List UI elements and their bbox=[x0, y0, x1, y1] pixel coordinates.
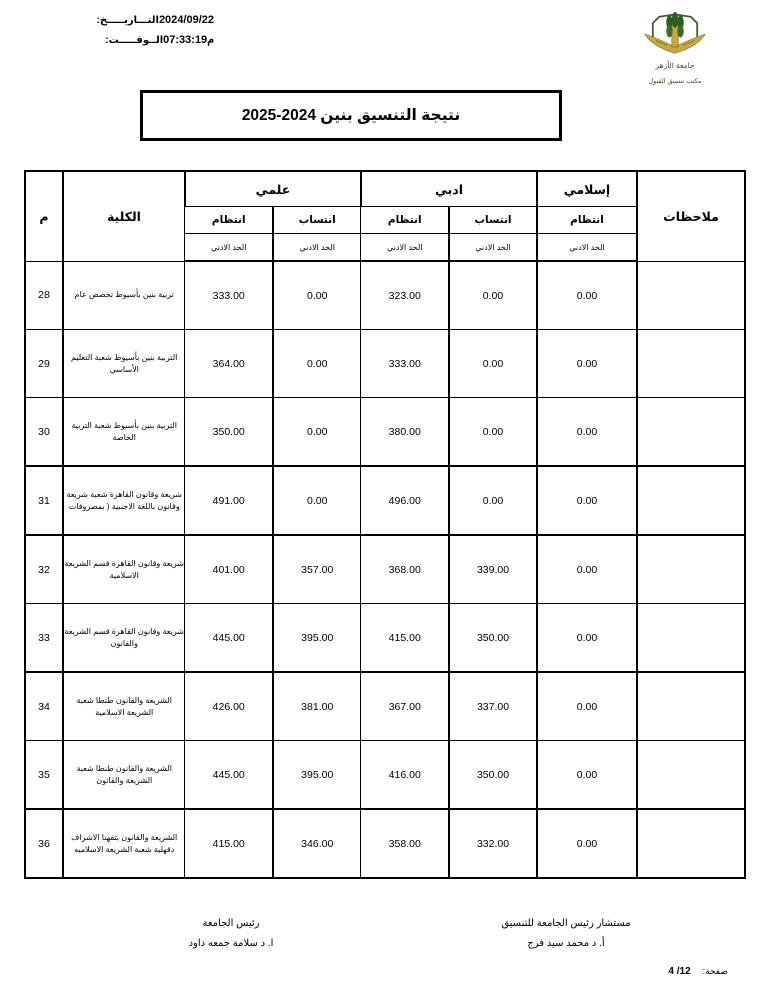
signature-advisor bbox=[416, 918, 716, 949]
cell-islamic-regular: 0.00 bbox=[537, 466, 637, 535]
university-logo-block bbox=[600, 12, 750, 85]
cell-index: 30 bbox=[25, 398, 63, 467]
cell-islamic-regular: 0.00 bbox=[537, 398, 637, 467]
header-min-scientific-regular: الحد الادني bbox=[185, 234, 273, 262]
page-value: 4 /12 bbox=[668, 966, 691, 977]
al-azhar-university-emblem-icon bbox=[635, 12, 715, 58]
page-number bbox=[668, 966, 728, 977]
document-meta bbox=[28, 14, 228, 53]
cell-scientific-regular: 445.00 bbox=[185, 741, 273, 810]
table-row bbox=[25, 398, 745, 467]
cell-scientific-affiliate: 0.00 bbox=[273, 466, 361, 535]
signature-row bbox=[26, 918, 746, 949]
header-min-scientific-affiliate: الحد الادني bbox=[273, 234, 361, 262]
cell-literary-affiliate: 0.00 bbox=[449, 398, 537, 467]
table-row bbox=[25, 261, 745, 330]
cell-islamic-regular: 0.00 bbox=[537, 604, 637, 673]
cell-literary-regular: 367.00 bbox=[361, 672, 449, 741]
logo-caption-office: مكتب تنسيق القبول bbox=[648, 78, 702, 85]
table-header-groups bbox=[25, 171, 745, 207]
header-notes: ملاحظات bbox=[637, 171, 745, 261]
cell-notes bbox=[637, 535, 745, 604]
header-literary-affiliate: انتساب bbox=[449, 207, 537, 234]
cell-scientific-affiliate: 0.00 bbox=[273, 330, 361, 398]
table-row bbox=[25, 672, 745, 741]
signature-president bbox=[106, 918, 356, 949]
cell-notes bbox=[637, 261, 745, 330]
cell-literary-affiliate: 350.00 bbox=[449, 604, 537, 673]
cell-notes bbox=[637, 741, 745, 810]
table-row bbox=[25, 809, 745, 878]
cell-scientific-affiliate: 357.00 bbox=[273, 535, 361, 604]
cell-notes bbox=[637, 672, 745, 741]
cell-index: 36 bbox=[25, 809, 63, 878]
cell-college-name: شريعة وقانون القاهرة قسم الشريعة والقانون bbox=[63, 604, 185, 673]
header-scientific-regular: انتظام bbox=[185, 207, 273, 234]
cell-literary-affiliate: 332.00 bbox=[449, 809, 537, 878]
time-label: الــوقـــــت: bbox=[105, 35, 164, 46]
cell-college-name: الشريعة والقانون طنطا شعبة الشريعة والقانون bbox=[63, 741, 185, 810]
cell-index: 33 bbox=[25, 604, 63, 673]
cell-literary-affiliate: 337.00 bbox=[449, 672, 537, 741]
cell-literary-affiliate: 0.00 bbox=[449, 466, 537, 535]
cell-literary-regular: 368.00 bbox=[361, 535, 449, 604]
cell-scientific-regular: 364.00 bbox=[185, 330, 273, 398]
cell-literary-affiliate: 0.00 bbox=[449, 261, 537, 330]
cell-index: 35 bbox=[25, 741, 63, 810]
cell-index: 34 bbox=[25, 672, 63, 741]
document-footer bbox=[26, 918, 746, 977]
header-min-literary-affiliate: الحد الادني bbox=[449, 234, 537, 262]
date-label: التـــاريـــــخ: bbox=[96, 15, 159, 26]
cell-literary-regular: 323.00 bbox=[361, 261, 449, 330]
cell-islamic-regular: 0.00 bbox=[537, 330, 637, 398]
cell-literary-affiliate: 350.00 bbox=[449, 741, 537, 810]
header-literary-regular: انتظام bbox=[361, 207, 449, 234]
cell-literary-affiliate: 339.00 bbox=[449, 535, 537, 604]
cell-literary-regular: 416.00 bbox=[361, 741, 449, 810]
cell-index: 31 bbox=[25, 466, 63, 535]
table-row bbox=[25, 535, 745, 604]
cell-scientific-regular: 491.00 bbox=[185, 466, 273, 535]
report-title-box bbox=[140, 90, 562, 141]
cell-scientific-regular: 401.00 bbox=[185, 535, 273, 604]
cell-scientific-affiliate: 346.00 bbox=[273, 809, 361, 878]
header-literary: ادبي bbox=[361, 171, 537, 207]
results-table-wrapper bbox=[26, 170, 746, 879]
cell-literary-regular: 415.00 bbox=[361, 604, 449, 673]
cell-literary-regular: 358.00 bbox=[361, 809, 449, 878]
header-min-islamic-regular: الحد الادني bbox=[537, 234, 637, 262]
cell-notes bbox=[637, 398, 745, 467]
cell-islamic-regular: 0.00 bbox=[537, 809, 637, 878]
cell-literary-regular: 380.00 bbox=[361, 398, 449, 467]
cell-scientific-regular: 415.00 bbox=[185, 809, 273, 878]
header-college: الكلية bbox=[63, 171, 185, 261]
header-scientific: علمي bbox=[185, 171, 361, 207]
cell-index: 32 bbox=[25, 535, 63, 604]
cell-college-name: الشريعة والقانون طنطا شعبة الشريعة الاسلامية bbox=[63, 672, 185, 741]
cell-notes bbox=[637, 466, 745, 535]
cell-islamic-regular: 0.00 bbox=[537, 261, 637, 330]
cell-scientific-affiliate: 381.00 bbox=[273, 672, 361, 741]
header-min-literary-regular: الحد الادني bbox=[361, 234, 449, 262]
cell-index: 29 bbox=[25, 330, 63, 398]
header-islamic-regular: انتظام bbox=[537, 207, 637, 234]
table-row bbox=[25, 466, 745, 535]
cell-islamic-regular: 0.00 bbox=[537, 672, 637, 741]
table-body bbox=[25, 261, 745, 878]
cell-college-name: الشريعة والقانون بتفهنا الاشراف دقهلية شعبة الشريعة الاسلاميه bbox=[63, 809, 185, 878]
page-label: صفحة: bbox=[702, 966, 728, 976]
logo-caption-university: جامعة الأزهر bbox=[655, 61, 695, 70]
cell-college-name: تربية بنين بأسيوط تخصص عام bbox=[63, 261, 185, 330]
cell-literary-regular: 333.00 bbox=[361, 330, 449, 398]
cell-scientific-affiliate: 395.00 bbox=[273, 741, 361, 810]
cell-scientific-regular: 333.00 bbox=[185, 261, 273, 330]
cell-literary-regular: 496.00 bbox=[361, 466, 449, 535]
cell-notes bbox=[637, 604, 745, 673]
cell-college-name: شريعة وقانون القاهرة قسم الشريعة الاسلامية bbox=[63, 535, 185, 604]
advisor-name: أ. د محمد سيد فرج bbox=[527, 938, 605, 949]
cell-scientific-affiliate: 395.00 bbox=[273, 604, 361, 673]
header-islamic: إسلامي bbox=[537, 171, 637, 207]
cell-college-name: التربية بنين بأسيوط شعبة التعليم الأساسي bbox=[63, 330, 185, 398]
president-title: رئيس الجامعة bbox=[202, 918, 260, 929]
cell-scientific-regular: 426.00 bbox=[185, 672, 273, 741]
header-index: م bbox=[25, 171, 63, 261]
coordination-results-table bbox=[24, 170, 746, 879]
date-value: 2024/09/22 bbox=[158, 14, 214, 26]
president-name: ا. د سلامة جمعه داود bbox=[188, 938, 274, 949]
cell-scientific-regular: 350.00 bbox=[185, 398, 273, 467]
header-scientific-affiliate: انتساب bbox=[273, 207, 361, 234]
cell-islamic-regular: 0.00 bbox=[537, 535, 637, 604]
time-value: 07:33:19م bbox=[163, 34, 214, 46]
cell-notes bbox=[637, 330, 745, 398]
cell-islamic-regular: 0.00 bbox=[537, 741, 637, 810]
date-row bbox=[28, 14, 228, 26]
table-row bbox=[25, 741, 745, 810]
cell-scientific-regular: 445.00 bbox=[185, 604, 273, 673]
advisor-title: مستشار رئيس الجامعة للتنسيق bbox=[501, 918, 631, 929]
cell-literary-affiliate: 0.00 bbox=[449, 330, 537, 398]
cell-index: 28 bbox=[25, 261, 63, 330]
cell-scientific-affiliate: 0.00 bbox=[273, 398, 361, 467]
cell-notes bbox=[637, 809, 745, 878]
cell-college-name: التربية بنين بأسيوط شعبة التربية الخاصة bbox=[63, 398, 185, 467]
cell-college-name: شريعة وقانون القاهرة شعبة شريعة وقانون باللغة الاجنبية ( بمصروفات bbox=[63, 466, 185, 535]
table-row bbox=[25, 330, 745, 398]
time-row bbox=[28, 33, 228, 46]
cell-scientific-affiliate: 0.00 bbox=[273, 261, 361, 330]
page-title: نتيجة التنسيق بنين 2024-2025 bbox=[241, 107, 461, 124]
table-row bbox=[25, 604, 745, 673]
